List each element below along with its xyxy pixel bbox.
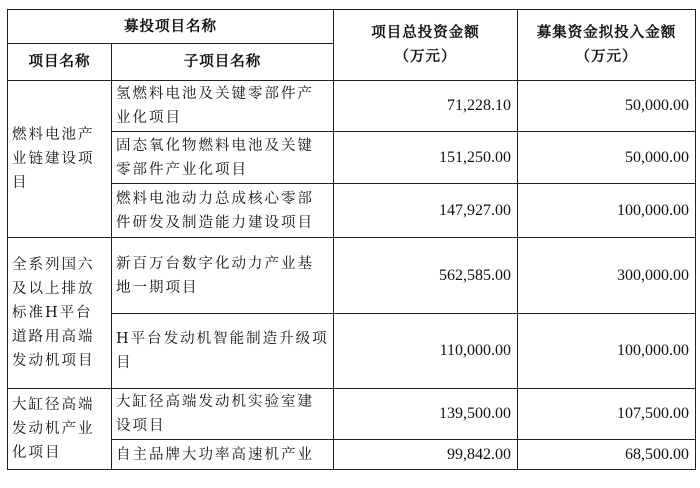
table-row [8,132,696,184]
table-row [8,81,696,132]
total-investment-cell: 110,000.00 [334,314,518,389]
subproject-name-header: 子项目名称 [112,44,334,81]
table-row [8,184,696,238]
total-investment-cell: 151,250.00 [334,132,518,184]
subproject-name-cell: 燃料电池动力总成核心零部件研发及制造能力建设项目 [112,184,334,238]
project-name-header: 项目名称 [8,44,112,81]
table-row [8,389,696,440]
table-row [8,440,696,470]
raised-funds-header-line1: 募集资金拟投入金额 [536,24,677,41]
table-row [8,314,696,389]
raised-funds-cell: 100,000.00 [518,184,696,238]
total-investment-cell: 139,500.00 [334,389,518,440]
subproject-name-cell: 大缸径高端发动机实验室建设项目 [112,389,334,440]
table-row [8,238,696,314]
raised-funds-cell: 300,000.00 [518,238,696,314]
raised-funds-cell: 50,000.00 [518,81,696,132]
project-name-cell: 全系列国六及以上排放标准H平台道路用高端发动机项目 [8,238,112,389]
total-investment-cell: 99,842.00 [334,440,518,470]
raised-funds-cell: 107,500.00 [518,389,696,440]
raised-funds-header [518,10,696,81]
subproject-name-cell: 新百万台数字化动力产业基地一期项目 [112,238,334,314]
total-investment-cell: 562,585.00 [334,238,518,314]
raised-funds-header-line2: （万元） [575,48,638,65]
project-name-cell: 燃料电池产业链建设项目 [8,81,112,238]
total-investment-header [334,10,518,81]
raised-funds-cell: 68,500.00 [518,440,696,470]
total-investment-header-line2: （万元） [394,48,457,65]
raised-funds-cell: 100,000.00 [518,314,696,389]
subproject-name-cell: 氢燃料电池及关键零部件产业化项目 [112,81,334,132]
subproject-name-cell: H平台发动机智能制造升级项目 [112,314,334,389]
group-title-header: 募投项目名称 [8,10,334,44]
subproject-name-cell: 自主品牌大功率高速机产业 [112,440,334,470]
subproject-name-cell: 固态氧化物燃料电池及关键零部件产业化项目 [112,132,334,184]
project-name-cell: 大缸径高端发动机产业化项目 [8,389,112,470]
header-row-1 [8,10,696,44]
total-investment-cell: 71,228.10 [334,81,518,132]
raised-funds-cell: 50,000.00 [518,132,696,184]
total-investment-cell: 147,927.00 [334,184,518,238]
total-investment-header-line1: 项目总投资金额 [371,24,480,41]
fundraising-table [7,9,696,470]
